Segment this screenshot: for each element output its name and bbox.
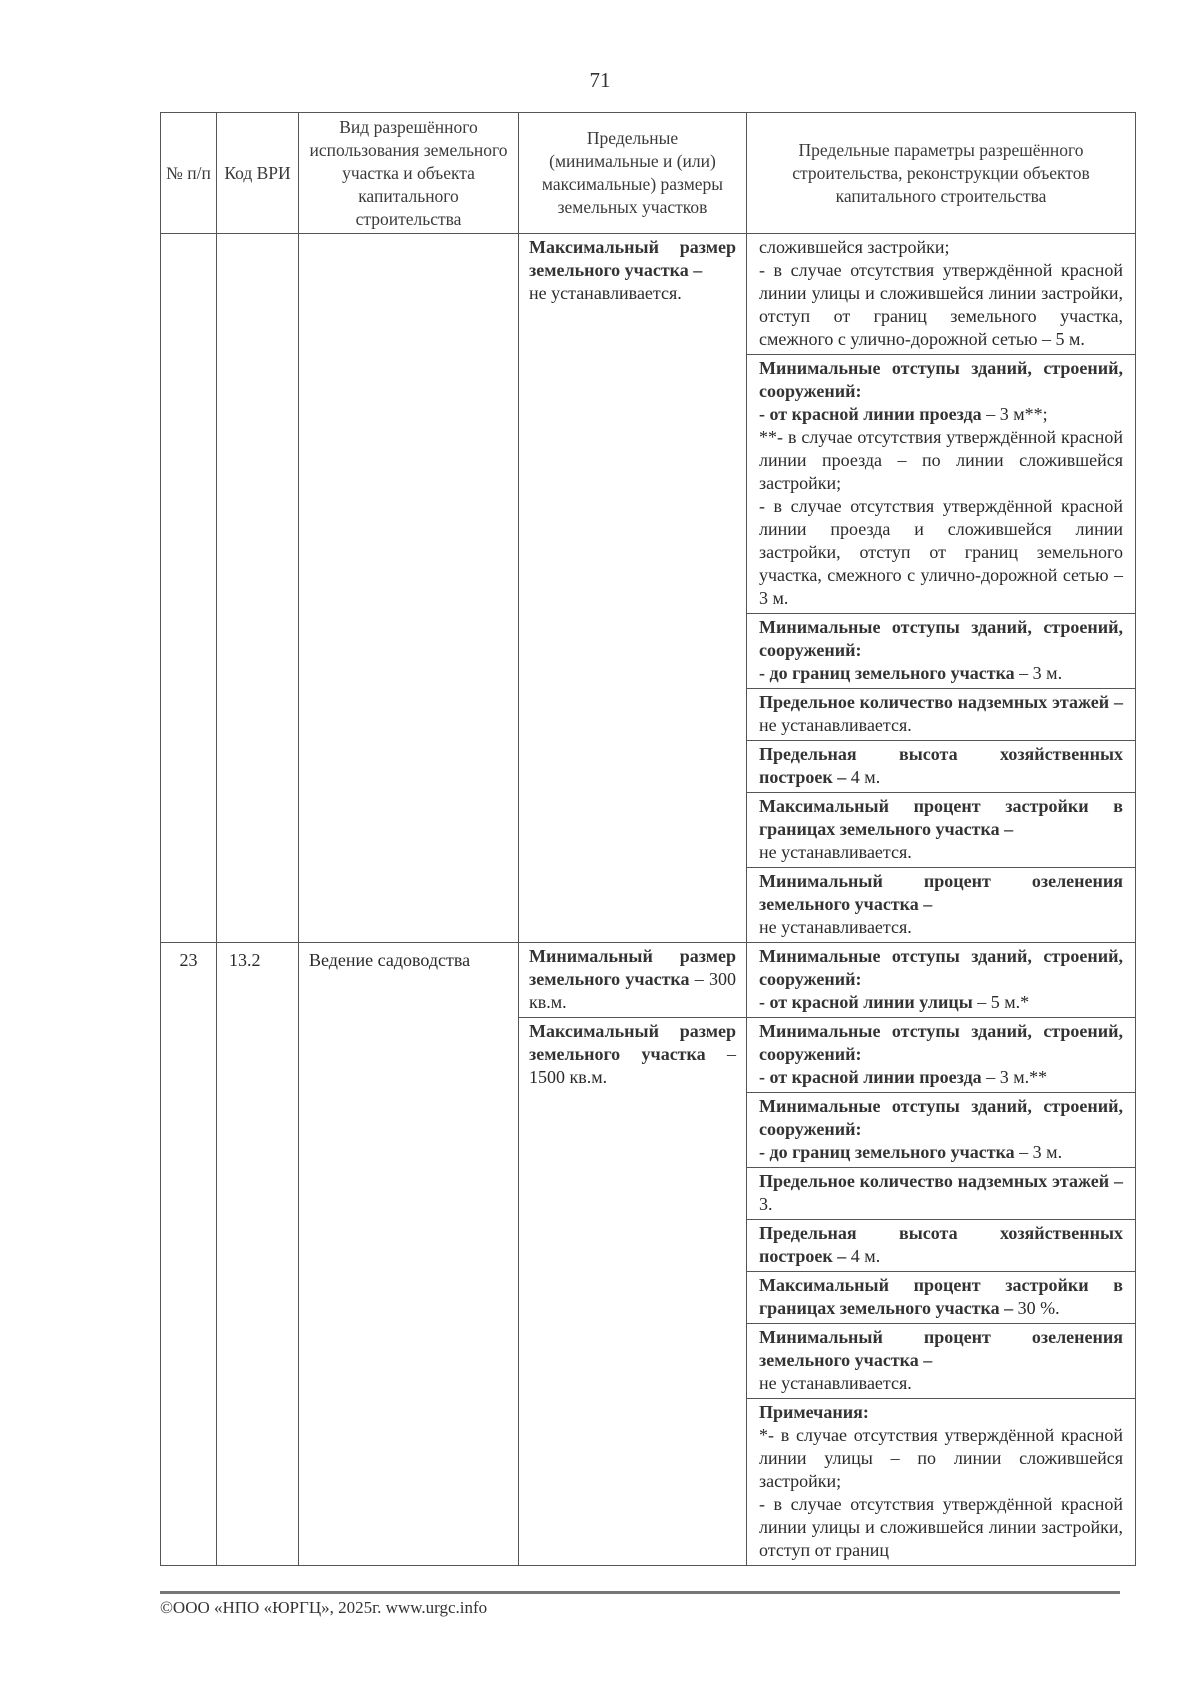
cell-code: 13.2 [217,943,299,1566]
param-floors: Предельное количество надземных этажей – 3. [747,1168,1135,1220]
param-driveway-setback: Минимальные отступы зданий, строений, сооружений: - от красной линии проезда – 3 м.** [747,1018,1135,1093]
cell-plot-sizes [519,234,747,943]
param-boundary-setback: Минимальные отступы зданий, строений, сооружений: - до границ земельного участка – 3 м. [747,1093,1135,1168]
cell-plot-sizes [519,943,747,1566]
cell-construction-parameters [747,943,1136,1566]
param-max-building-percent: Максимальный процент застройки в границах земельного участка – не устанавливается. [747,793,1135,868]
param-min-greenery-percent: Минимальный процент озеленения земельного участка – не устанавливается. [747,1324,1135,1399]
header-permitted-use: Вид разрешённого использования земельного участка и объекта капитального строительства [299,113,519,234]
plot-size-min: Минимальный размер земельного участка – 300 кв.м. [519,943,746,1018]
param-outbuilding-height: Предельная высота хозяйственных построек – 4 м. [747,1220,1135,1272]
header-code: Код ВРИ [217,113,299,234]
footer-copyright: ©ООО «НПО «ЮРГЦ», 2025г. www.urgc.info [160,1598,488,1617]
zoning-parameters-table [160,112,1136,1566]
param-boundary-setback: Минимальные отступы зданий, строений, сооружений: - до границ земельного участка – 3 м. [747,614,1135,689]
param-street-setback: Минимальные отступы зданий, строений, сооружений: - от красной линии улицы – 5 м.* [747,943,1135,1018]
param-max-building-percent: Максимальный процент застройки в границах земельного участка – 30 %. [747,1272,1135,1324]
header-plot-sizes: Предельные (минимальные и (или) максимальные) размеры земельных участков [519,113,747,234]
cell-construction-parameters [747,234,1136,943]
cell-code-empty [217,234,299,943]
plot-size-max: Максимальный размер земельного участка – не устанавливается. [529,237,736,303]
footer-rule [160,1591,1120,1594]
plot-size-max: Максимальный размер земельного участка – 1500 кв.м. [529,1021,736,1087]
param-floors: Предельное количество надземных этажей – не устанавливается. [747,689,1135,741]
header-construction-parameters: Предельные параметры разрешённого строительства, реконструкции объектов капитального строительства [747,113,1136,234]
cell-use-empty [299,234,519,943]
cell-permitted-use: Ведение садоводства [299,943,519,1566]
param-outbuilding-height: Предельная высота хозяйственных построек – 4 м. [747,741,1135,793]
param-street-setback-continued: сложившейся застройки; - в случае отсутствия утверждённой красной линии улицы и сложившейся линии застройки, отступ от границ земельного участка, смежного с улично-дорожной сетью – 5 м. [747,234,1135,355]
param-min-greenery-percent: Минимальный процент озеленения земельного участка – не устанавливается. [759,871,1123,937]
page-number: 71 [589,68,611,92]
cell-number: 23 [161,943,217,1566]
param-notes: Примечания: *- в случае отсутствия утверждённой красной линии улицы – по линии сложившейся застройки; - в случае отсутствия утверждённой красной линии улицы и сложившейся линии застройки, отступ от границ [759,1402,1123,1560]
table-row-continued [161,234,1136,943]
table-header-row [161,113,1136,234]
table-row-23 [161,943,1136,1566]
cell-number-empty [161,234,217,943]
param-driveway-setback: Минимальные отступы зданий, строений, сооружений: - от красной линии проезда – 3 м**; **- в случае отсутствия утверждённой красной линии проезда – по линии сложившейся застройки; - в случае отсутствия утверждённой красной линии проезда и сложившейся линии застройки, отступ от границ земельного участка, смежного с улично-дорожной сетью – 3 м. [747,355,1135,614]
header-number: № п/п [161,113,217,234]
